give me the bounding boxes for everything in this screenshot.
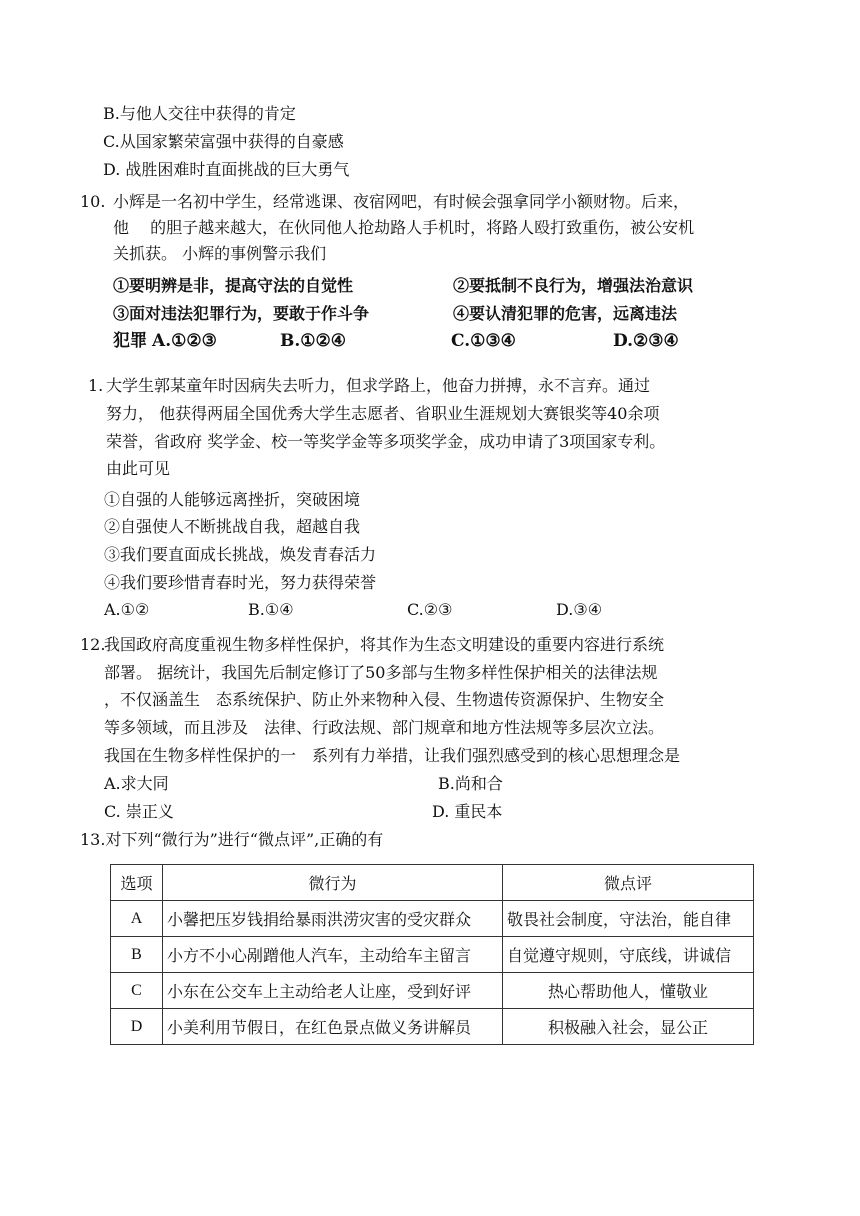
q10-statement-tail: 犯罪 [113, 331, 147, 351]
q11-choice-d: D.③④ [556, 600, 603, 619]
q12-choice-c: C. 崇正义 [104, 802, 174, 821]
q10-choice-d: D.②③④ [613, 331, 679, 351]
q9-option-b: B.与他人交往中获得的肯定 [103, 104, 296, 123]
row-action: 小东在公交车上主动给老人让座，受到好评 [163, 973, 503, 1009]
q10-choice-c: C.①③④ [451, 331, 516, 351]
q10-statement-2: ②要抵制不良行为，增强法治意识 [453, 276, 694, 295]
row-option: C [111, 973, 163, 1009]
q11-stem-line: 由此可见 [106, 459, 171, 478]
header-action: 微行为 [163, 865, 503, 901]
q10-choice-b: B.①②④ [280, 331, 347, 351]
row-option: D [111, 1009, 163, 1045]
row-comment: 自觉遵守规则，守底线，讲诚信 [503, 937, 754, 973]
q9-option-d: D. 战胜困难时直面挑战的巨大勇气 [103, 160, 350, 179]
row-action: 小美利用节假日，在红色景点做义务讲解员 [163, 1009, 503, 1045]
q10-statement-3: ③面对违法犯罪行为，要敢于作斗争 [113, 304, 370, 323]
q11-statement-4: ④我们要珍惜青春时光，努力获得荣誉 [104, 573, 377, 592]
row-comment: 热心帮助他人，懂敬业 [503, 973, 754, 1009]
q12-stem-line: ，不仅涵盖生 态系统保护、防止外来物种入侵、生物遗传资源保护、生物安全 [104, 690, 665, 709]
q10-number: 10. [80, 192, 106, 211]
q11-stem-line: 努力， 他获得两届全国优秀大学生志愿者、省职业生涯规划大赛银奖等40余项 [106, 404, 660, 423]
header-comment: 微点评 [503, 865, 754, 901]
q11-number: 1. [88, 376, 104, 395]
q12-number: 12. [80, 635, 106, 654]
row-action: 小馨把压岁钱捐给暴雨洪涝灾害的受灾群众 [163, 901, 503, 937]
q11-choice-c: C.②③ [407, 600, 453, 619]
table-row [111, 973, 754, 1009]
row-comment: 敬畏社会制度，守法治，能自律 [503, 901, 754, 937]
row-option: B [111, 937, 163, 973]
q11-stem-line: 荣誉，省政府 奖学金、校一等奖学金等多项奖学金，成功申请了3项国家专利。 [106, 432, 666, 451]
q12-stem-line: 等多领域，而且涉及 法律、行政法规、部门规章和地方性法规等多层次立法。 [104, 718, 665, 737]
row-option: A [111, 901, 163, 937]
q9-option-c: C.从国家繁荣富强中获得的自豪感 [103, 132, 344, 151]
q12-choice-d: D. 重民本 [432, 802, 503, 821]
q10-statement-4: ④要认清犯罪的危害，远离违法 [453, 304, 678, 323]
q10-stem-line: 小辉是一名初中学生，经常逃课、夜宿网吧，有时候会强拿同学小额财物。后来， [113, 192, 690, 211]
q11-choice-b: B.①④ [248, 600, 294, 619]
q12-choice-b: B.尚和合 [438, 774, 503, 793]
q12-stem-line: 我国政府高度重视生物多样性保护，将其作为生态文明建设的重要内容进行系统 [104, 635, 665, 654]
q11-choice-a: A.①② [104, 600, 150, 619]
q13-stem: 13.对下列“微行为”进行“微点评”,正确的有 [80, 830, 384, 849]
table-row [111, 937, 754, 973]
q12-stem-line: 我国在生物多样性保护的一 系列有力举措，让我们强烈感受到的核心思想理念是 [104, 746, 681, 765]
q10-choice-a: A.①②③ [152, 331, 217, 351]
row-comment: 积极融入社会，显公正 [503, 1009, 754, 1045]
q12-choice-a: A.求大同 [104, 774, 169, 793]
q11-statement-2: ②自强使人不断挑战自我，超越自我 [104, 517, 361, 536]
q10-stem-line: 关抓获。 小辉的事例警示我们 [113, 244, 327, 263]
header-option: 选项 [111, 865, 163, 901]
q11-stem-line: 大学生郭某童年时因病失去听力，但求学路上，他奋力拼搏，永不言弃。通过 [106, 376, 651, 395]
table-header-row [111, 865, 754, 901]
q10-statement-1: ①要明辨是非，提高守法的自觉性 [113, 276, 354, 295]
q11-statement-3: ③我们要直面成长挑战，焕发青春活力 [104, 545, 377, 564]
table-row [111, 901, 754, 937]
q11-statement-1: ①自强的人能够远离挫折，突破困境 [104, 490, 361, 509]
table-row [111, 1009, 754, 1045]
q13-table [110, 864, 754, 1045]
q12-stem-line: 部署。 据统计，我国先后制定修订了50多部与生物多样性保护相关的法律法规 [104, 663, 658, 682]
row-action: 小方不小心剐蹭他人汽车，主动给车主留言 [163, 937, 503, 973]
q10-stem-line: 他 的胆子越来越大，在伙同他人抢劫路人手机时，将路人殴打致重伤，被公安机 [113, 218, 695, 237]
